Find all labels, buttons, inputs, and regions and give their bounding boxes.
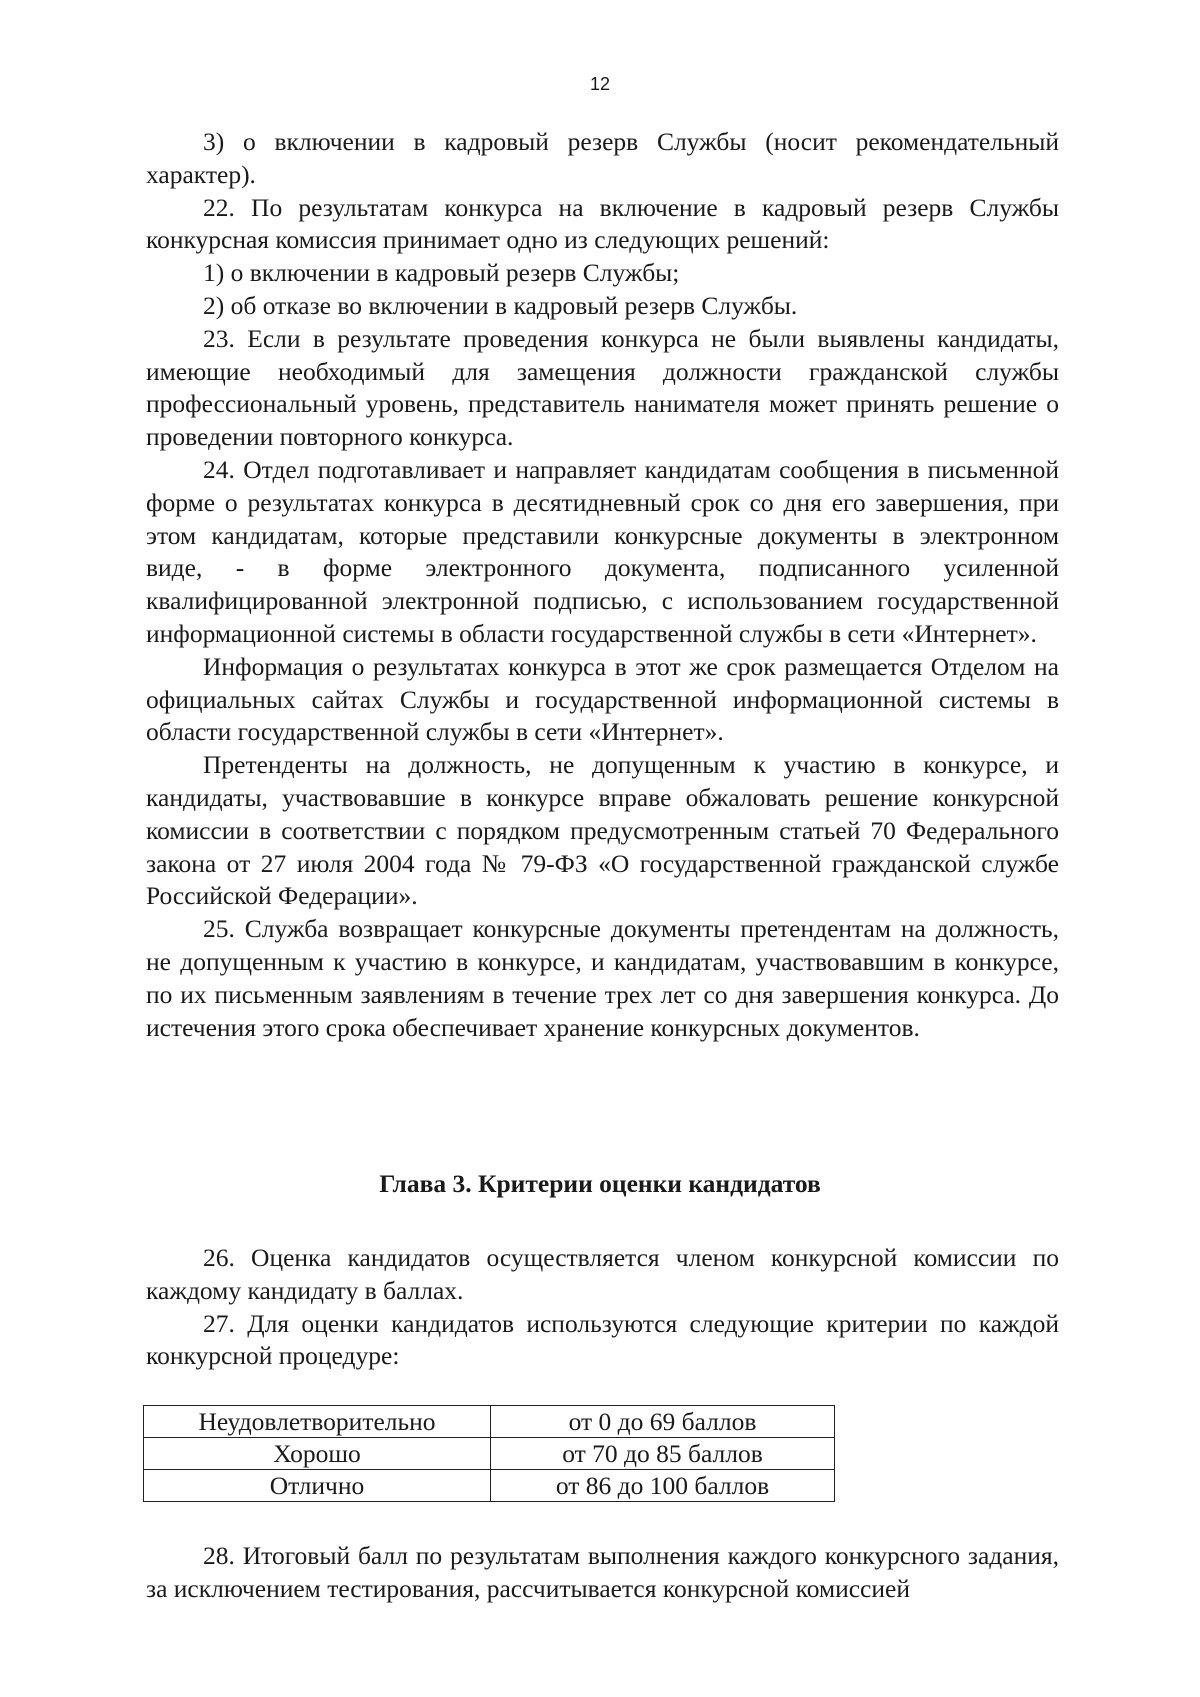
paragraph-info-results: Информация о результатах конкурса в этот же срок размещается Отделом на официальных сайтах Службы и государственной информационной системы в области государственной службы в сети «Интернет». <box>146 651 1059 747</box>
paragraph-22-item-2: 2) об отказе во включении в кадровый резерв Службы. <box>203 290 798 320</box>
paragraph-23: 23. Если в результате проведения конкурса не были выявлены кандидаты, имеющие необходимый для замещения должности гражданской службы профессиональный уровень, представитель нанимателя может принять решение о проведении повторного конкурса. <box>146 323 1059 452</box>
table-cell-grade: Отлично <box>144 1470 491 1502</box>
table-row <box>144 1470 835 1502</box>
criteria-table <box>143 1405 835 1502</box>
table-row <box>144 1438 835 1470</box>
paragraph-28: 28. Итоговый балл по результатам выполнения каждого конкурсного задания, за исключением тестирования, рассчитывается конкурсной комиссией <box>146 1541 1059 1603</box>
text-block-final-score <box>146 1540 1059 1606</box>
table-cell-range: от 70 до 85 баллов <box>491 1438 835 1470</box>
paragraph-22-item-1: 1) о включении в кадровый резерв Службы; <box>203 258 680 288</box>
table-cell-grade: Хорошо <box>144 1438 491 1470</box>
text-block-criteria <box>146 1242 1059 1373</box>
page-number: 12 <box>589 74 611 94</box>
text-block-decisions <box>146 126 1059 1044</box>
table-row <box>144 1406 835 1438</box>
paragraph-3-reserve: 3) о включении в кадровый резерв Службы (носит рекомендательный характер). <box>146 127 1059 189</box>
paragraph-26: 26. Оценка кандидатов осуществляется членом конкурсной комиссии по каждому кандидату в баллах. <box>146 1243 1059 1305</box>
table-cell-range: от 86 до 100 баллов <box>491 1470 835 1502</box>
chapter-heading: Глава 3. Критерии оценки кандидатов <box>379 1169 821 1198</box>
paragraph-appeal: Претенденты на должность, не допущенным к участию в конкурсе, и кандидаты, участвовавшие в конкурсе вправе обжаловать решение конкурсной комиссии в соответствии с порядком предусмотренным статьей 70 Федерального закона от 27 июля 2004 года № 79-ФЗ «О государственной гражданской службе Российской Федерации». <box>146 750 1059 911</box>
paragraph-27: 27. Для оценки кандидатов используются следующие критерии по каждой конкурсной процедуре: <box>146 1308 1059 1371</box>
paragraph-25: 25. Служба возвращает конкурсные документы претендентам на должность, не допущенным к участию в конкурсе, и кандидатам, участвовавшим в конкурсе, по их письменным заявлениям в течение трех лет со дня завершения конкурса. До истечения этого срока обеспечивает хранение конкурсных документов. <box>146 914 1059 1042</box>
table-cell-range: от 0 до 69 баллов <box>491 1406 835 1438</box>
paragraph-22: 22. По результатам конкурса на включение в кадровый резерв Службы конкурсная комиссия принимает одно из следующих решений: <box>146 192 1059 255</box>
paragraph-24: 24. Отдел подготавливает и направляет кандидатам сообщения в письменной форме о результатах конкурса в десятидневный срок со дня его завершения, при этом кандидатам, которые представили конкурсные документы в электронном виде, - в форме электронного документа, подписанного усиленной квалифицированной электронной подписью, с использованием государственной информационной системы в области государственной службы в сети «Интернет». <box>146 454 1059 648</box>
table-cell-grade: Неудовлетворительно <box>144 1406 491 1438</box>
